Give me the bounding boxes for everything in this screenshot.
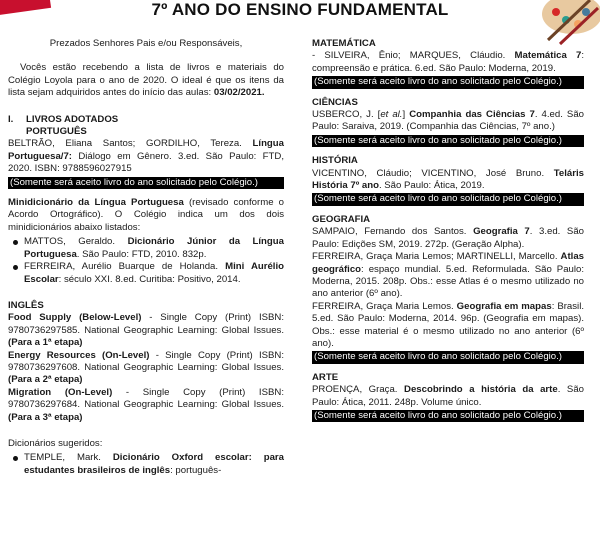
book-author: SAMPAIO, Fernando dos Santos. <box>312 226 474 238</box>
list-item <box>8 236 284 261</box>
matematica-heading: MATEMÁTICA <box>312 38 376 49</box>
ingles-dictionary-list <box>8 452 284 477</box>
book-details: . São Paulo: Ática, 2011. 248p. Volume único. <box>312 384 584 408</box>
book-title: Matemática 7 <box>514 50 582 62</box>
arte-book <box>312 384 584 409</box>
geografia-book <box>312 226 584 251</box>
book-title: Descobrindo a história da arte <box>404 384 558 396</box>
ingles-book-details: - Single Copy (Print) ISBN: 9780736297585. National Geographic Learning: Global Issues. <box>8 312 285 336</box>
matematica-book <box>312 50 584 75</box>
portugues-heading: PORTUGUÊS <box>26 126 87 138</box>
book-author: VICENTINO, Cláudio; VICENTINO, José Bruno. <box>312 167 554 179</box>
ingles-book-title: Energy Resources (On-Level) <box>8 349 150 361</box>
ingles-book-stage: (Para a 2ª etapa) <box>8 374 83 386</box>
notice-historia: (Somente será aceito livro do ano solicitado pelo Colégio.) <box>312 193 584 205</box>
ingles-book <box>8 312 284 349</box>
ingles-book-title: Migration (On-Level) <box>8 386 113 398</box>
page-title: 7º ANO DO ENSINO FUNDAMENTAL <box>151 0 449 19</box>
ingles-book-details: - Single Copy (Print) ISBN: 9780736297684. National Geographic Learning: Global Issues. <box>8 386 284 411</box>
ingles-book-stage: (Para a 1ª etapa) <box>8 337 83 349</box>
list-item <box>8 261 284 286</box>
book-author: PROENÇA, Graça. <box>312 384 405 396</box>
intro-body: Vocês estão recebendo a lista de livros e materiais do Colégio Loyola para o ano de 2020. O ideal é que os itens da lista sejam adquiridos antes do início das aulas: <box>8 62 284 99</box>
ciencias-heading: CIÊNCIAS <box>312 96 358 108</box>
notice-matematica: (Somente será aceito livro do ano solicitado pelo Colégio.) <box>312 76 584 88</box>
dict-details: . São Paulo: FTD, 2010. 832p. <box>76 248 207 260</box>
book-author: USBERCO, J. [ <box>312 109 381 121</box>
book-author: - SILVEIRA, Ênio; MARQUES, Cláudio. <box>312 50 515 62</box>
book-details: . 3.ed. São Paulo: Edições SM, 2019. 272p. (Geração Alpha). <box>312 226 584 250</box>
portugues-dictionary-title: Minidicionário da Língua Portuguesa <box>8 197 184 209</box>
book-author: FERREIRA, Graça Maria Lemos; MARTINELLI, Marcello. <box>312 251 561 263</box>
ingles-book-stage: (Para a 3ª etapa) <box>8 411 83 423</box>
notice-arte: (Somente será aceito livro do ano solicitado pelo Colégio.) <box>312 410 584 422</box>
header-bar <box>0 0 600 36</box>
notice-geografia: (Somente será aceito livro do ano solicitado pelo Colégio.) <box>312 351 584 363</box>
ingles-dictionary-heading: Dicionários sugeridos: <box>8 437 103 449</box>
arte-heading: ARTE <box>312 371 339 383</box>
book-title: Teláris História 7º ano <box>312 167 584 192</box>
historia-heading: HISTÓRIA <box>312 155 358 167</box>
dict-title: Dicionário Júnior da Língua Portuguesa <box>24 236 284 260</box>
section-heading <box>8 114 284 139</box>
ingles-book-title: Food Supply (Below-Level) <box>8 312 142 324</box>
book-details: : Brasil. 5.ed. São Paulo: Moderna, 2014. 96p. (Geografia em mapas). Obs.: esse material é o mesmo utilizado no ano anterior (6º ano). <box>312 300 584 349</box>
notice-portugues: (Somente será aceito livro do ano solicitado pelo Colégio.) <box>8 177 284 189</box>
ingles-heading: INGLÊS <box>8 299 44 311</box>
historia-book <box>312 168 584 193</box>
geografia-maps <box>312 301 584 351</box>
dict-details: : século XXI. 8.ed. Curitiba: Positivo, 2014. <box>58 273 241 285</box>
book-details: . São Paulo: Ática, 2019. <box>378 180 485 192</box>
list-item <box>8 452 284 477</box>
book-title: Atlas geográfico <box>312 251 584 275</box>
dict-author: FERREIRA, Aurélio Buarque de Holanda. <box>24 261 226 273</box>
section-title: LIVROS ADOTADOS <box>26 113 119 125</box>
portugues-book-title: Língua Portuguesa/7: <box>8 138 284 162</box>
portugues-book-details: Diálogo em Gênero. 3.ed. São Paulo: FTD, 2020. ISBN: 9788596027915 <box>8 150 284 175</box>
ingles-book <box>8 387 284 424</box>
book-title: Geografia em mapas <box>456 300 552 312</box>
intro-date: 03/02/2021. <box>213 87 265 99</box>
book-details: : espaço mundial. 5.ed. Reformulada. São Paulo: Moderna, 2015. 208p. Obs.: esse Atlas é o mesmo utilizado no ano anterior (6º ano). <box>312 263 584 300</box>
dict-author: MATTOS, Geraldo. <box>24 236 128 248</box>
salutation: Prezados Senhores Pais e/ou Responsáveis, <box>49 38 243 49</box>
left-column <box>8 38 284 477</box>
dict-author: TEMPLE, Mark. <box>24 452 113 464</box>
book-title: Companhia das Ciências 7 <box>409 109 535 121</box>
ciencias-book <box>312 109 584 134</box>
portugues-dictionary-details: (revisado conforme o Acordo Ortográfico). O Colégio indica um dos dois minidicionários abaixo listados: <box>8 197 285 233</box>
section-numeral: I. <box>8 113 14 125</box>
portugues-dictionary-list <box>8 236 284 286</box>
right-column <box>312 38 584 422</box>
geografia-atlas <box>312 251 584 301</box>
dict-details: : português- <box>170 464 222 476</box>
ingles-book-details: - Single Copy (Print) ISBN: 9780736297608. National Geographic Learning: Global Issues. <box>8 349 284 373</box>
book-author: FERREIRA, Graça Maria Lemos. <box>312 300 457 312</box>
portugues-book <box>8 138 284 175</box>
ingles-book <box>8 350 284 387</box>
book-separator: ] <box>402 109 410 121</box>
book-details: . 4.ed. São Paulo: Saraiva, 2019. (Companhia das Ciências, 7º ano.) <box>312 109 584 133</box>
portugues-book-authors: BELTRÃO, Eliana Santos; GORDILHO, Tereza. <box>8 138 242 150</box>
geografia-heading: GEOGRAFIA <box>312 213 371 225</box>
intro-paragraph <box>8 62 284 99</box>
book-etal: et al. <box>380 109 403 121</box>
book-title: Geografia 7 <box>473 226 530 238</box>
book-details: : compreensão e prática. 6.ed. São Paulo: Moderna, 2019. <box>312 50 585 74</box>
dict-title: Dicionário Oxford escolar: para estudantes brasileiros de inglês <box>24 452 284 476</box>
notice-ciencias: (Somente será aceito livro do ano solicitado pelo Colégio.) <box>312 135 584 147</box>
dict-title: Mini Aurélio Escolar <box>24 261 284 285</box>
portugues-dictionary-intro <box>8 197 284 234</box>
